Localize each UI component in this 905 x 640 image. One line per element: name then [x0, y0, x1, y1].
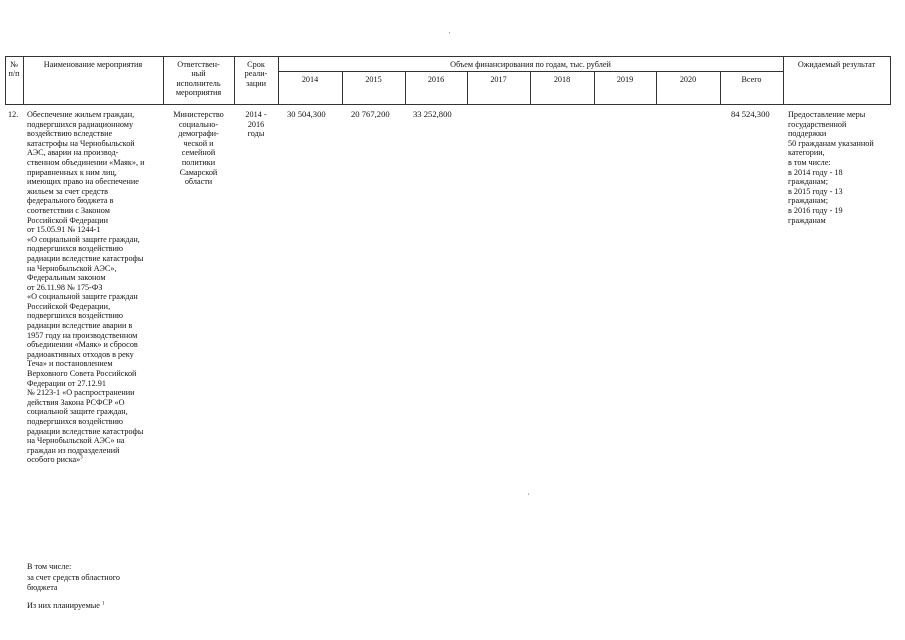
header-result: Ожидаемый результат	[797, 60, 876, 69]
header-year: 2016	[427, 75, 445, 84]
header-term: Срок реали- зации	[244, 60, 268, 88]
planned-label: Из них планируемые $^1$	[27, 601, 105, 610]
header-funding: Объем финансирования по годам, тыс. рублей	[450, 60, 611, 69]
row-number: 12.	[8, 110, 19, 119]
funding-2016: 33 252,800	[413, 109, 452, 119]
header-bottom-border	[5, 104, 891, 105]
responsible-executor: Министерство социально- демографи- ческой и семейной политики Самарской области	[173, 110, 224, 187]
regional-budget-label: за счет средств областного бюджета	[27, 573, 121, 592]
measure-name: Обеспечение жильем граждан, подвергшихся радиационному воздействию вследствие катастрофы на Чернобыльской АЭС, аварии на производ- ственном объединении «Маяк», и приравненных к ним лиц, имеющих право на обеспечение жильем за счет средств федерального бюджета в соответствии с Законом Российской Федерации от 15.05.91 № 1244-1 «О социальной защите граждан, подвергшихся воздействию радиации вследствие катастрофы на Чернобыльской АЭС», Федеральным законом от 26.11.98 № 175-ФЗ «О социальной защите граждан Российской Федерации, подвергшихся воздействию радиации вследствие аварии в 1957 году на производственном объединении «Маяк» и сбросов радиоактивных отходов в реку Теча» и постановлением Верховного Совета Российской Федерации от 27.12.91 № 2123-1 «О распространении действия Закона РСФСР «О социальной защите граждан, подвергшихся воздействию радиации вследствие катастрофы на Чернобыльской АЭС» на граждан из подразделений особого риска»$^3$	[27, 110, 145, 465]
implementation-term: 2014 - 2016 годы	[245, 110, 267, 139]
header-year: 2019	[616, 75, 634, 84]
header-year: 2014	[301, 75, 319, 84]
footnote-mark: 1	[101, 601, 105, 607]
header-year: 2018	[553, 75, 571, 84]
header-year: 2020	[679, 75, 697, 84]
table-top-border	[5, 56, 891, 57]
funding-2014: 30 504,300	[287, 109, 326, 119]
header-name: Наименование мероприятия	[43, 60, 143, 69]
funding-total: 84 524,300	[731, 109, 770, 119]
header-total: Всего	[741, 75, 762, 84]
including-label: В том числе:	[27, 562, 72, 571]
scan-speck: ,	[528, 490, 530, 496]
header-responsible: Ответствен- ный исполнитель мероприятия	[175, 60, 222, 98]
table-right-border	[890, 56, 891, 105]
scan-speck: '	[449, 32, 451, 38]
header-num: № п/п	[8, 60, 20, 79]
funding-2015: 20 767,200	[351, 109, 390, 119]
expected-result: Предоставление меры государственной поддержки 50 гражданам указанной категории, в том числе: в 2014 году - 18 гражданам; в 2015 году - 13 гражданам; в 2016 году - 19 гражданам	[788, 110, 874, 225]
header-year: 2017	[490, 75, 507, 84]
header-year: 2015	[365, 75, 382, 84]
footnote-mark: 3	[80, 455, 83, 461]
